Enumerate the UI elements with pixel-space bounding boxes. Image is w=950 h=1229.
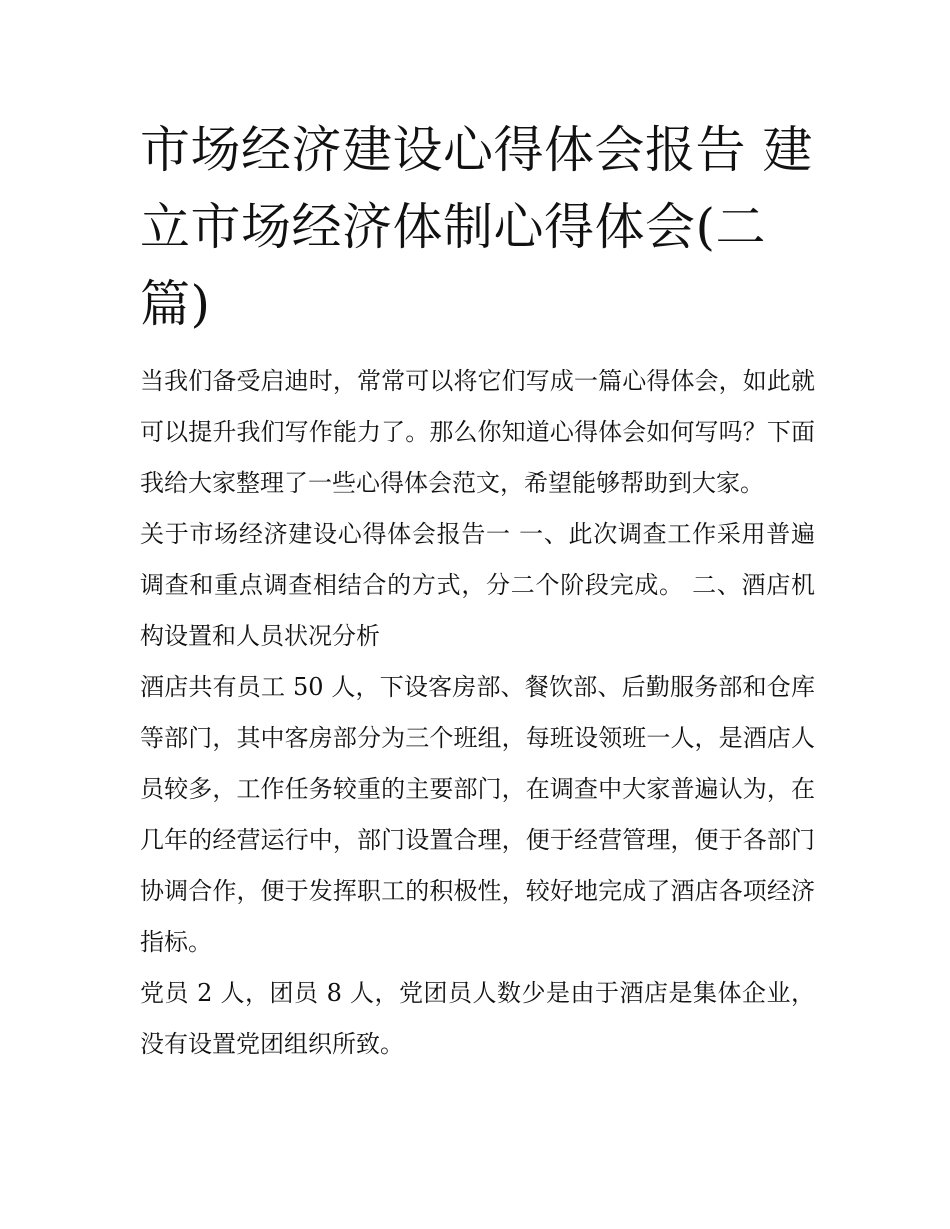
document-body (140, 356, 815, 1070)
paragraph-report-one: 关于市场经济建设心得体会报告一 一、此次调查工作采用普遍调查和重点调查相结合的方式，分二个阶段完成。 二、酒店机构设置和人员状况分析 (140, 520, 815, 650)
paragraph-staff: 酒店共有员工 50 人，下设客房部、餐饮部、后勤服务部和仓库等部门，其中客房部分为三个班组，每班设领班一人，是酒店人员较多，工作任务较重的主要部门，在调查中大家普遍认为，在几年的经营运行中，部门设置合理，便于经营管理，便于各部门协调合作，便于发挥职工的积极性，较好地完成了酒店各项经济指标。 (140, 673, 815, 956)
paragraph-intro: 当我们备受启迪时，常常可以将它们写成一篇心得体会，如此就可以提升我们写作能力了。那么你知道心得体会如何写吗？下面我给大家整理了一些心得体会范文，希望能够帮助到大家。 (140, 367, 815, 497)
paragraph-party-members: 党员 2 人，团员 8 人，党团员人数少是由于酒店是集体企业，没有设置党团组织所致。 (140, 979, 815, 1058)
page-title: 市场经济建设心得体会报告 建立市场经济体制心得体会(二篇) (140, 121, 813, 333)
